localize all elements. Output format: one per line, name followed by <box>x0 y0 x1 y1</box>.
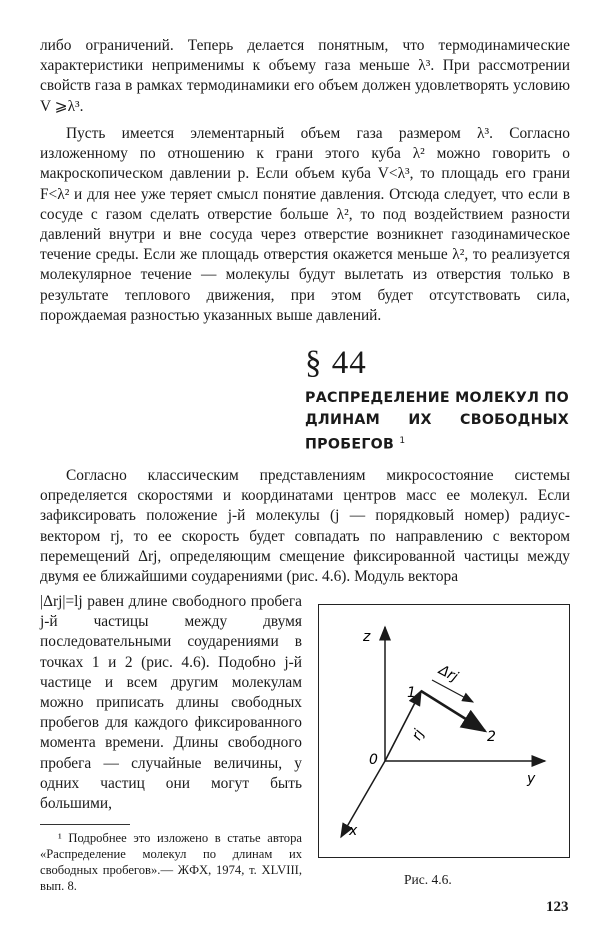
section-title <box>305 388 569 456</box>
radius-vector-rj <box>385 691 421 761</box>
delta-rj-label: Δrj <box>435 662 461 686</box>
footnote: ¹ Подробнее это изложено в статье автора «Распределение молекул по длинам их свободных пробегов».— ЖФХ, 1974, т. XLVIII, вып. 8. <box>40 831 302 893</box>
origin-label: 0 <box>369 752 378 768</box>
z-label: z <box>363 629 371 645</box>
point-1-label: 1 <box>407 685 416 701</box>
paragraph-3-continued: |Δrj|=lj равен длине свободного пробега j-й частицы между двумя последовательными соударениями в точках 1 и 2 (рис. 4.6). Подобно j-й частице и всем другим молекулам можно приписать длины свободных пробегов для каждого фиксированного момента времени. Длины свободного пробега — случайные величины, у одних частиц они могут быть большими, <box>40 593 302 813</box>
section-number: § 44 <box>305 345 367 381</box>
figure-caption: Рис. 4.6. <box>404 872 452 887</box>
y-label: y <box>527 771 536 787</box>
point-2-label: 2 <box>487 729 496 745</box>
x-axis <box>341 761 385 837</box>
paragraph-3: Согласно классическим представлениям микросостояние системы определяется скоростями и координатами центров масс ее молекул. Если зафиксировать положение j-й молекулы (j — порядковый номер) радиус-вектором rj, то ее скорость будет совпадать по направлению с вектором перемещений Δrj, определяющим смещение фиксированной частицы между двумя ее ближайшими соударениями (рис. 4.6). Модуль вектора <box>40 467 570 586</box>
paragraph-1: либо ограничений. Теперь делается понятным, что термодинамические характеристики неприменимы к объему газа меньше λ³. При рассмотрении свойств газа в рамках термодинамики его объем должен удовлетворять условию V ⩾λ³. <box>40 37 570 115</box>
page-number: 123 <box>546 899 569 915</box>
paragraph-2: Пусть имеется элементарный объем газа размером λ³. Согласно изложенному по отношению к грани этого куба λ² можно говорить о макроскопическом давлении p. Если объем куба V<λ³, то площадь его грани F<λ² и для нее уже теряет смысл понятие давления. Отсюда следует, что если в сосуде с газом сделать отверстие больше λ², то под воздействием разности давлений внутри и вне сосуда через отверстие возникнет газодинамическое течение среды. Если же площадь отверстия окажется меньше λ², то реализуется молекулярное течение — молекулы будут вылетать из отверстия только в результате теплового движения, при этом будет отсутствовать сила, порождаемая разностью указанных выше давлений. <box>40 125 570 324</box>
figure-4-6 <box>318 604 570 858</box>
rj-label: rj <box>408 726 428 743</box>
section-title-text: РАСПРЕДЕЛЕНИЕ МОЛЕКУЛ ПО ДЛИНАМ ИХ СВОБОДНЫХ ПРОБЕГОВ <box>305 390 569 453</box>
coordinate-diagram <box>319 605 569 857</box>
x-label: x <box>349 823 358 839</box>
footnote-mark: 1 <box>399 436 406 446</box>
footnote-divider <box>40 824 130 825</box>
displacement-vector <box>421 691 485 731</box>
